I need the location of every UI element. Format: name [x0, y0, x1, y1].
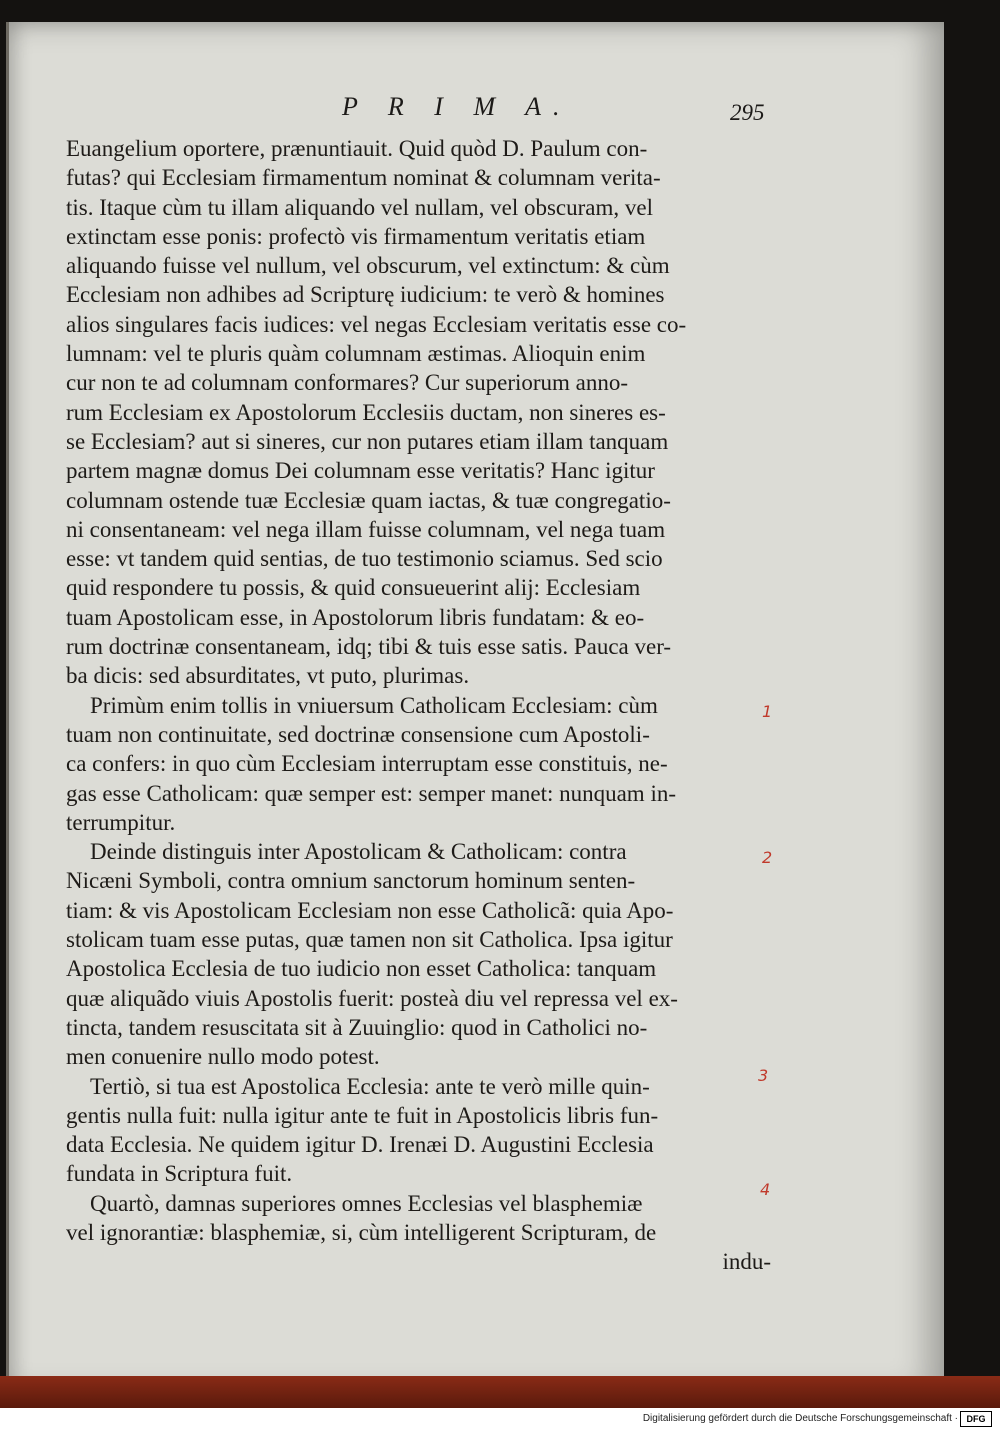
text-line: quæ aliquãdo viuis Apostolis fuerit: posteà diu vel repressa vel ex-	[66, 985, 678, 1011]
text-line: ni consentaneam: vel nega illam fuisse columnam, vel nega tuam	[66, 516, 666, 542]
margin-note: 1	[762, 702, 773, 721]
dfg-logo: DFG	[960, 1411, 992, 1427]
text-line: extinctam esse ponis: profectò vis firmamentum veritatis etiam	[66, 223, 646, 249]
page-number: 295	[730, 100, 765, 125]
text-line: tuam Apostolicam esse, in Apostolorum libris fundatam: & eo-	[66, 604, 645, 630]
text-line: aliquando fuisse vel nullum, vel obscurum, vel extinctum: & cùm	[66, 253, 670, 279]
text-line: men conuenire nullo modo potest.	[66, 1044, 380, 1070]
text-line: esse: vt tandem quid sentias, de tuo testimonio sciamus. Sed scio	[66, 546, 663, 572]
text-line: data Ecclesia. Ne quidem igitur D. Irenæi D. Augustini Ecclesia	[66, 1132, 654, 1158]
text-line: Euangelium oportere, prænuntiauit. Quid quòd D. Paulum con-	[66, 136, 648, 161]
text-line: ca confers: in quo cùm Ecclesiam interruptam esse constituis, ne-	[66, 751, 668, 777]
text-line: gas esse Catholicam: quæ semper est: semper manet: nunquam in-	[66, 780, 676, 806]
text-line: stolicam tuam esse putas, quæ tamen non sit Catholica. Ipsa igitur	[66, 927, 673, 953]
text-line: cur non te ad columnam conformares? Cur superiorum anno-	[66, 370, 629, 396]
running-head: P R I M A.	[342, 92, 572, 121]
text-line: gentis nulla fuit: nulla igitur ante te fuit in Apostolicis libris fun-	[66, 1102, 659, 1128]
text-line: columnam ostende tuæ Ecclesiæ quam iactas, & tuæ congregatio-	[66, 487, 671, 513]
text-line: lumnam: vel te pluris quàm columnam æstimas. Alioquin enim	[66, 341, 646, 367]
page-edge	[0, 1376, 1000, 1408]
text-line: Deinde distinguis inter Apostolicam & Catholicam: contra	[90, 839, 627, 865]
text-line: rum Ecclesiam ex Apostolorum Ecclesiis ductam, non sineres es-	[66, 399, 666, 425]
digitization-credit: Digitalisierung gefördert durch die Deutsche Forschungsgemeinschaft ·	[642, 1413, 958, 1424]
text-line: partem magnæ domus Dei columnam esse veritatis? Hanc igitur	[66, 458, 655, 484]
margin-note: 3	[758, 1066, 769, 1085]
margin-note: 4	[760, 1180, 771, 1199]
text-line: tiam: & vis Apostolicam Ecclesiam non esse Catholicã: quia Apo-	[66, 897, 674, 923]
text-line: tincta, tandem resuscitata sit à Zuuinglio: quod in Catholici no-	[66, 1014, 648, 1040]
text-line: rum doctrinæ consentaneam, idq; tibi & tuis esse satis. Pauca ver-	[66, 634, 672, 660]
body-text	[66, 134, 771, 1277]
text-line: futas? qui Ecclesiam firmamentum nominat & columnam verita-	[66, 165, 661, 191]
text-line: Nicæni Symboli, contra omnium sanctorum hominum senten-	[66, 868, 636, 894]
text-line: alios singulares facis iudices: vel negas Ecclesiam veritatis esse co-	[66, 311, 687, 337]
text-line: quid respondere tu possis, & quid consueuerint alij: Ecclesiam	[66, 575, 641, 601]
text-line: Apostolica Ecclesia de tuo iudicio non esset Catholica: tanquam	[66, 956, 657, 982]
text-line: Quartò, damnas superiores omnes Ecclesias vel blasphemiæ	[90, 1190, 643, 1216]
text-line: Ecclesiam non adhibes ad Scripturę iudicium: te verò & homines	[66, 282, 665, 308]
text-line: tuam non continuitate, sed doctrinæ consensione cum Apostoli-	[66, 721, 650, 747]
text-line: terrumpitur.	[66, 809, 176, 835]
margin-note: 2	[762, 848, 773, 867]
text-line: Tertiò, si tua est Apostolica Ecclesia: ante te verò mille quin-	[90, 1073, 650, 1099]
text-line: se Ecclesiam? aut si sineres, cur non putares etiam illam tanquam	[66, 428, 669, 454]
text-line: tis. Itaque cùm tu illam aliquando vel nullam, vel obscuram, vel	[66, 194, 653, 220]
text-line: fundata in Scriptura fuit.	[66, 1161, 293, 1187]
text-line: vel ignorantiæ: blasphemiæ, si, cùm intelligerent Scripturam, de	[66, 1219, 657, 1245]
text-line: ba dicis: sed absurditates, vt puto, plurimas.	[66, 663, 470, 689]
text-line: Primùm enim tollis in vniuersum Catholicam Ecclesiam: cùm	[90, 692, 658, 718]
text-line: indu-	[722, 1249, 771, 1275]
